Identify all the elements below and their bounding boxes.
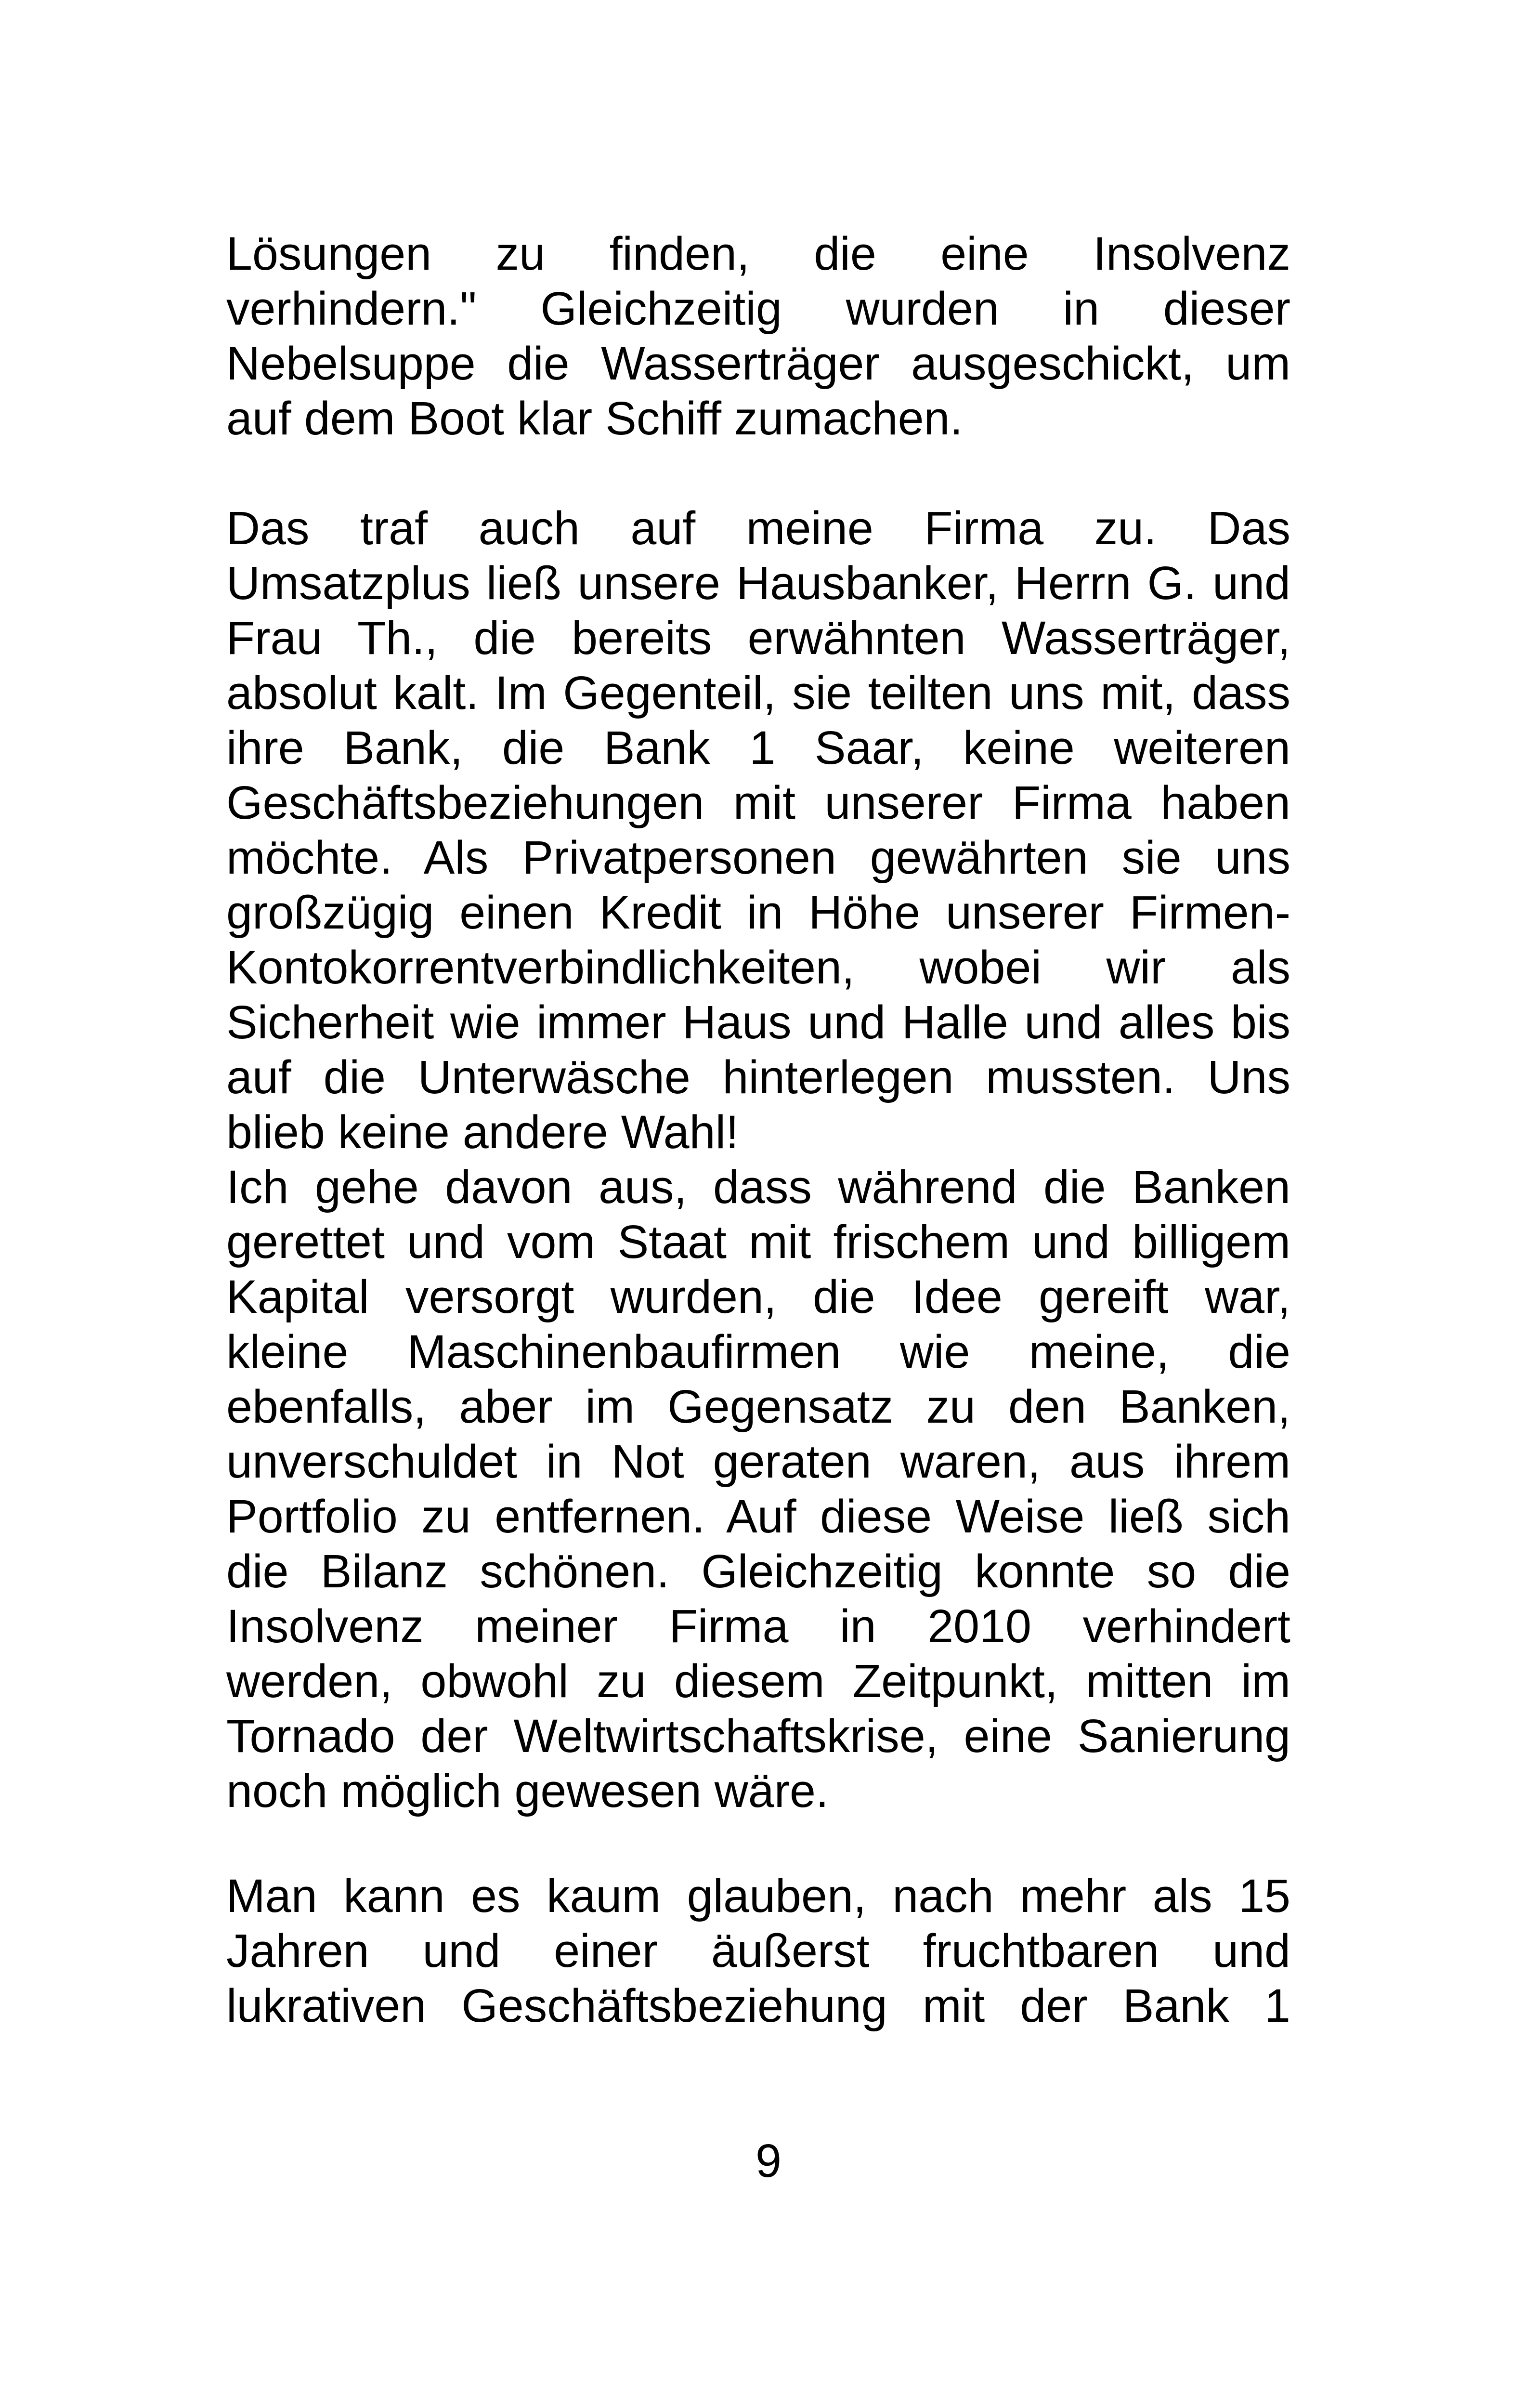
text-line: ihre Bank, die Bank 1 Saar, keine weiteren <box>226 721 1290 774</box>
paragraph <box>226 226 1290 446</box>
text-line: noch möglich gewesen wäre. <box>226 1765 829 1817</box>
paragraph <box>226 501 1290 1160</box>
text-line: Lösungen zu finden, die eine Insolvenz <box>226 227 1290 280</box>
text-line: die Bilanz schönen. Gleichzeitig konnte so die <box>226 1545 1290 1597</box>
text-line: Geschäftsbeziehungen mit unserer Firma haben <box>226 776 1290 829</box>
text-line: großzügig einen Kredit in Höhe unserer Firmen- <box>226 886 1290 939</box>
text-line: absolut kalt. Im Gegenteil, sie teilten uns mit, dass <box>226 667 1290 719</box>
text-line: Man kann es kaum glauben, nach mehr als 15 <box>226 1870 1290 1922</box>
text-line: Das traf auch auf meine Firma zu. Das <box>226 502 1290 554</box>
text-line: Kontokorrentverbindlichkeiten, wobei wir als <box>226 941 1290 994</box>
text-line: verhindern." Gleichzeitig wurden in dieser <box>226 282 1290 335</box>
text-line: Frau Th., die bereits erwähnten Wasserträger, <box>226 612 1290 664</box>
paragraph <box>226 1160 1290 1819</box>
text-line: Tornado der Weltwirtschaftskrise, eine Sanierung <box>226 1710 1290 1762</box>
text-line: Ich gehe davon aus, dass während die Banken <box>226 1161 1290 1213</box>
text-line: kleine Maschinenbaufirmen wie meine, die <box>226 1325 1290 1378</box>
text-line: unverschuldet in Not geraten waren, aus ihrem <box>226 1435 1290 1488</box>
text-line: Umsatzplus ließ unsere Hausbanker, Herrn G. und <box>226 557 1290 609</box>
text-line: werden, obwohl zu diesem Zeitpunkt, mitten im <box>226 1655 1290 1707</box>
text-line: Kapital versorgt wurden, die Idee gereift war, <box>226 1270 1290 1323</box>
text-line: Nebelsuppe die Wasserträger ausgeschickt, um <box>226 337 1290 390</box>
text-line: Sicherheit wie immer Haus und Halle und alles bis <box>226 996 1290 1048</box>
text-line: auf die Unterwäsche hinterlegen mussten. Uns <box>226 1051 1290 1103</box>
text-line: lukrativen Geschäftsbeziehung mit der Bank 1 <box>226 1979 1290 2032</box>
text-line: Portfolio zu entfernen. Auf diese Weise ließ sich <box>226 1490 1290 1543</box>
text-line: möchte. Als Privatpersonen gewährten sie uns <box>226 831 1290 884</box>
text-line: gerettet und vom Staat mit frischem und billigem <box>226 1216 1290 1268</box>
paragraph <box>226 1869 1290 2033</box>
text-line: Insolvenz meiner Firma in 2010 verhindert <box>226 1600 1290 1652</box>
page-number: 9 <box>755 2134 782 2187</box>
text-line: auf dem Boot klar Schiff zumachen. <box>226 392 963 445</box>
text-line: Jahren und einer äußerst fruchtbaren und <box>226 1924 1290 1977</box>
text-line: ebenfalls, aber im Gegensatz zu den Banken, <box>226 1380 1290 1433</box>
text-line: blieb keine andere Wahl! <box>226 1106 739 1158</box>
